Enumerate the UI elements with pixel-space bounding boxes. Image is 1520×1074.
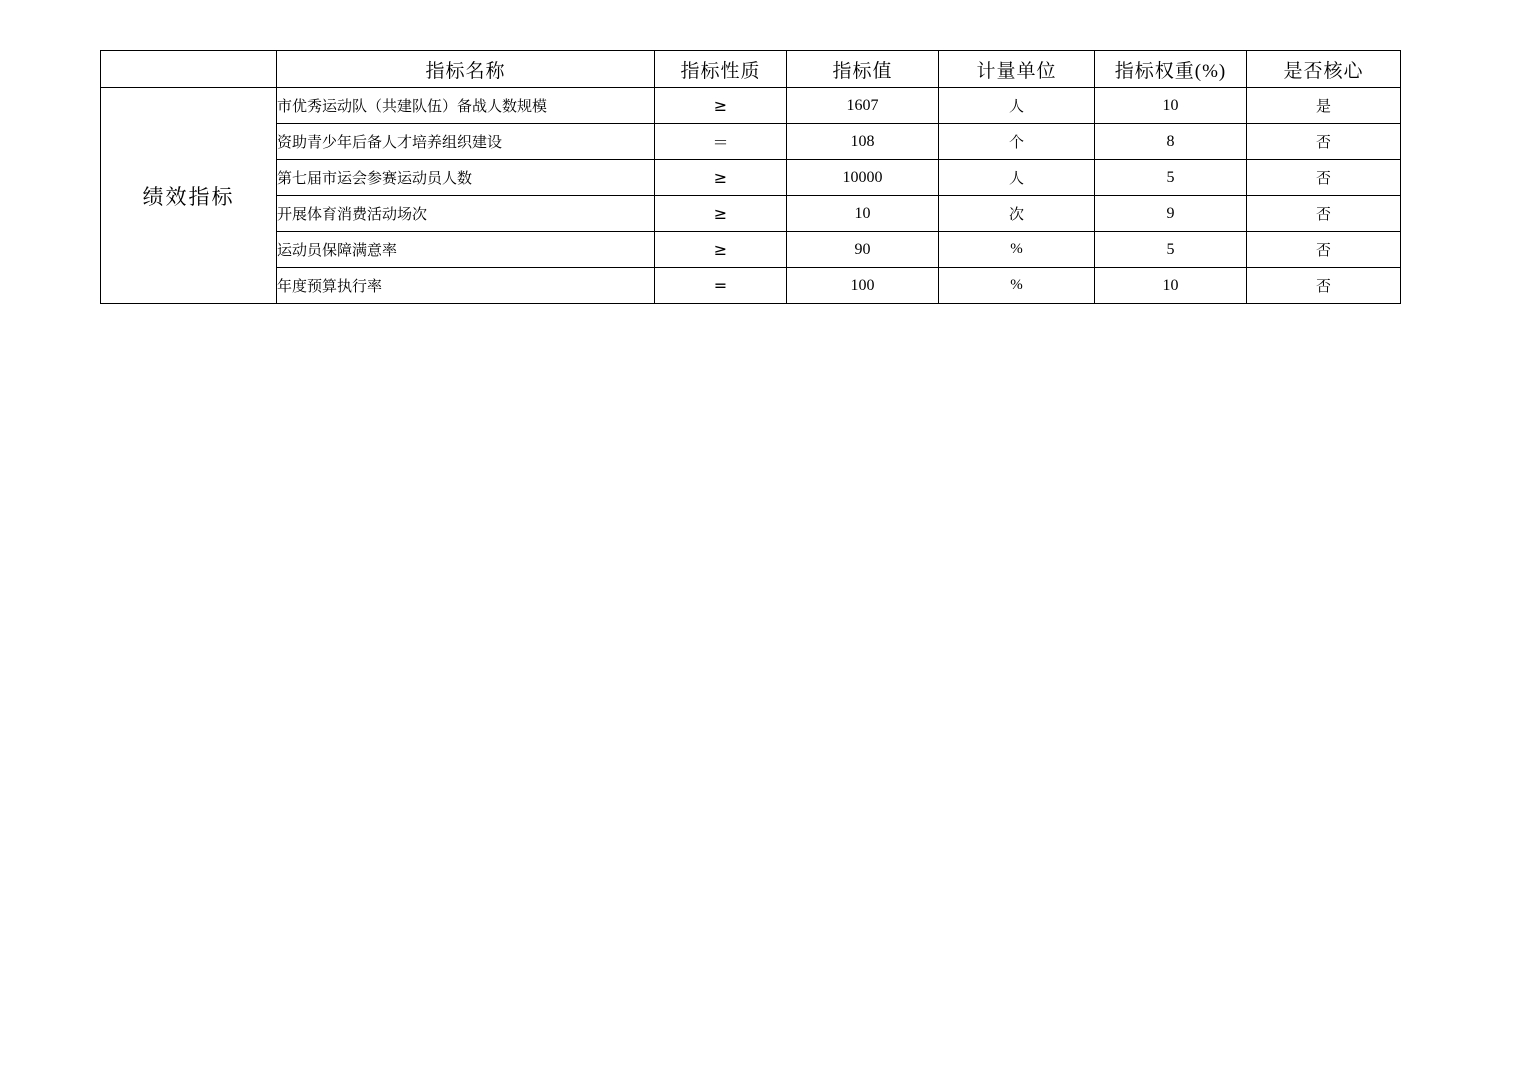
cell-is-core: 否 (1247, 124, 1401, 160)
cell-indicator-value: 1607 (787, 88, 939, 124)
cell-indicator-nature: ＝ (655, 124, 787, 160)
cell-is-core: 是 (1247, 88, 1401, 124)
table-row (101, 196, 1401, 232)
header-measure-unit: 计量单位 (939, 51, 1095, 88)
table-header-row (101, 51, 1401, 88)
cell-indicator-nature: ≥ (655, 196, 787, 232)
header-indicator-name: 指标名称 (277, 51, 655, 88)
cell-indicator-value: 10000 (787, 160, 939, 196)
header-indicator-nature: 指标性质 (655, 51, 787, 88)
cell-indicator-value: 90 (787, 232, 939, 268)
cell-indicator-weight: 10 (1095, 88, 1247, 124)
cell-indicator-nature: ≥ (655, 232, 787, 268)
cell-indicator-weight: 10 (1095, 268, 1247, 304)
row-group-label-performance: 绩效指标 (101, 88, 277, 304)
cell-measure-unit: 人 (939, 160, 1095, 196)
table-row (101, 232, 1401, 268)
cell-indicator-name: 年度预算执行率 (277, 268, 655, 304)
cell-is-core: 否 (1247, 160, 1401, 196)
table-row (101, 124, 1401, 160)
cell-measure-unit: % (939, 232, 1095, 268)
cell-indicator-value: 10 (787, 196, 939, 232)
cell-indicator-name: 市优秀运动队（共建队伍）备战人数规模 (277, 88, 655, 124)
header-corner-blank (101, 51, 277, 88)
cell-measure-unit: % (939, 268, 1095, 304)
cell-indicator-value: 100 (787, 268, 939, 304)
cell-indicator-name: 资助青少年后备人才培养组织建设 (277, 124, 655, 160)
cell-indicator-weight: 9 (1095, 196, 1247, 232)
cell-is-core: 否 (1247, 232, 1401, 268)
cell-measure-unit: 个 (939, 124, 1095, 160)
cell-indicator-weight: 8 (1095, 124, 1247, 160)
cell-is-core: 否 (1247, 196, 1401, 232)
table-row (101, 88, 1401, 124)
performance-indicator-table (100, 50, 1401, 304)
cell-indicator-name: 第七届市运会参赛运动员人数 (277, 160, 655, 196)
cell-indicator-value: 108 (787, 124, 939, 160)
cell-indicator-nature: = (655, 268, 787, 304)
cell-indicator-name: 运动员保障满意率 (277, 232, 655, 268)
cell-measure-unit: 次 (939, 196, 1095, 232)
header-indicator-value: 指标值 (787, 51, 939, 88)
performance-indicator-sheet (100, 50, 1400, 304)
header-indicator-weight: 指标权重(%) (1095, 51, 1247, 88)
cell-indicator-weight: 5 (1095, 232, 1247, 268)
cell-indicator-name: 开展体育消费活动场次 (277, 196, 655, 232)
cell-measure-unit: 人 (939, 88, 1095, 124)
cell-indicator-nature: ≥ (655, 160, 787, 196)
cell-indicator-nature: ≥ (655, 88, 787, 124)
table-row (101, 268, 1401, 304)
cell-is-core: 否 (1247, 268, 1401, 304)
header-is-core: 是否核心 (1247, 51, 1401, 88)
table-row (101, 160, 1401, 196)
cell-indicator-weight: 5 (1095, 160, 1247, 196)
